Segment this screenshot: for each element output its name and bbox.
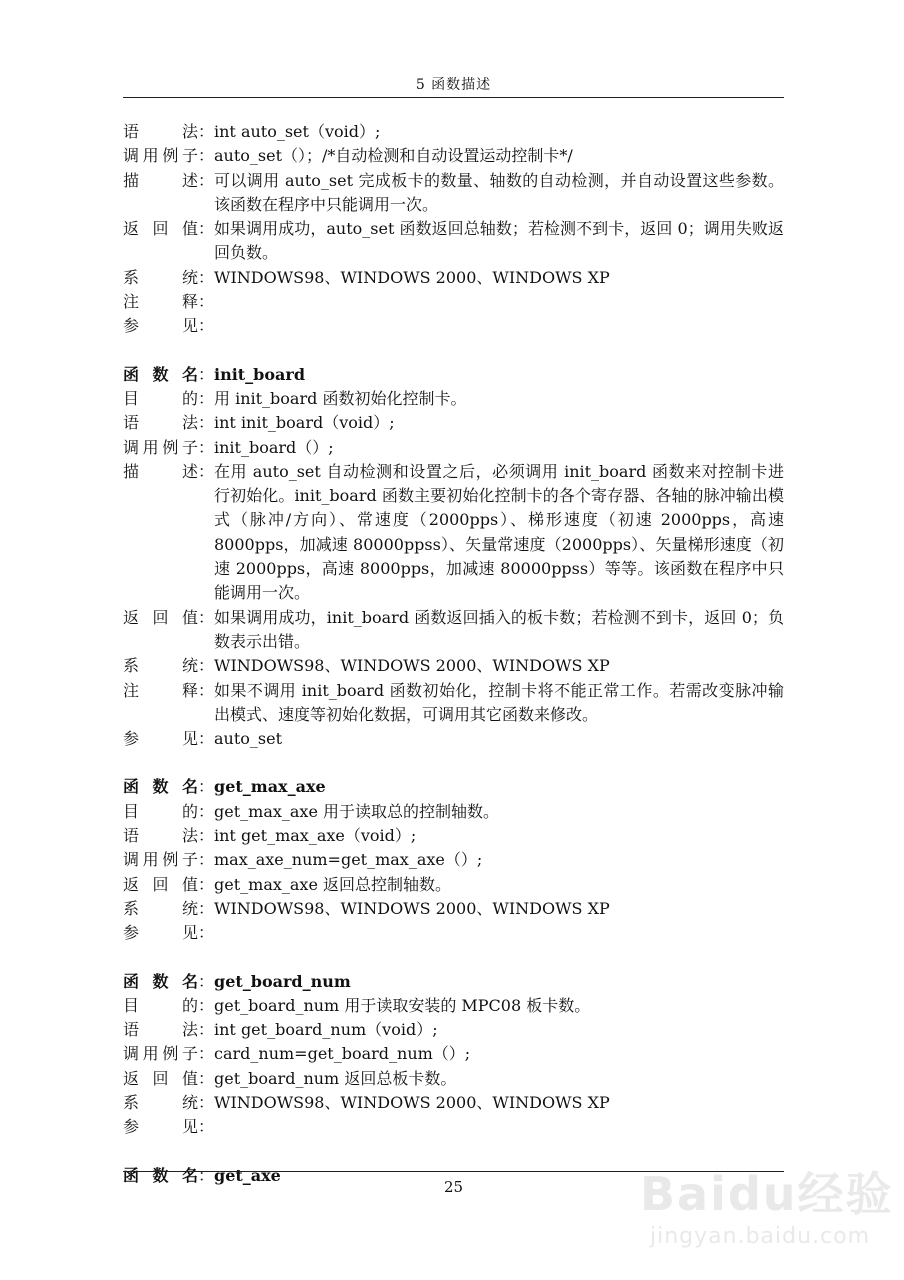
field-colon: ： [198,680,215,700]
field-entry [123,1115,784,1139]
function-reference-list [123,120,784,1188]
field-entry [123,217,784,266]
page-number: 25 [443,1178,464,1196]
field-entry [123,994,784,1018]
field-entry [123,411,784,435]
field-label: 语 法 [123,1020,198,1040]
field-value [214,314,784,338]
field-colon: ： [198,1068,215,1088]
section-gap [123,751,784,775]
field-entry [123,1067,784,1091]
field-colon: ： [198,122,215,141]
function-name-entry [123,363,784,387]
section-gap [123,946,784,970]
field-value: int auto_set（void）; [214,122,381,141]
field-entry [123,800,784,824]
field-value: 在用 auto_set 自动检测和设置之后，必须调用 init_board 函数来对控制卡进行初始化。init_board 函数主要初始化控制卡的各个寄存器、各轴的脉冲输出模式（脉冲/方向）、常速度（2000pps）、梯形速度（初速 2000pps，高速 8000pps，加减速 80000ppss）、矢量常速度（2000pps）、矢量梯形速度（初速 2000pps，高速 8000pps，加减速 80000ppss）等等。该函数在程序中只能调用一次。 [214,461,784,603]
field-colon: ： [198,874,215,894]
field-entry [123,169,784,218]
field-label: 系 统 [123,656,198,676]
field-colon: ： [198,607,215,627]
field-label: 函 数 名 [123,777,198,797]
field-label: 描 述 [123,461,198,481]
field-value: auto_set [214,729,283,749]
field-label: 目 的 [123,801,198,821]
field-label: 语 法 [123,122,198,141]
field-entry [123,314,784,338]
field-entry [123,897,784,921]
function-name: get_max_axe [214,777,326,797]
field-entry [123,606,784,655]
field-entry [123,921,784,945]
field-value: int get_board_num（void）; [214,1020,438,1040]
field-value: get_max_axe 用于读取总的控制轴数。 [214,801,499,821]
field-label: 返 回 值 [123,1068,198,1088]
field-value: max_axe_num=get_max_axe（）; [214,850,483,870]
field-colon: ： [198,219,215,239]
field-entry [123,824,784,848]
function-name: get_axe [214,1165,281,1185]
field-entry [123,387,784,411]
field-value: 如果不调用 init_board 函数初始化，控制卡将不能正常工作。若需改变脉冲输出模式、速度等初始化数据，可调用其它函数来修改。 [214,680,784,724]
field-label: 参 见 [123,729,198,749]
field-colon: ： [198,461,215,481]
field-value: card_num=get_board_num（）; [214,1044,471,1064]
field-value: 如果调用成功，init_board 函数返回插入的板卡数；若检测不到卡，返回 0；负数表示出错。 [214,607,784,651]
field-colon: ： [198,1044,215,1064]
field-colon: ： [198,292,215,312]
field-colon: ： [198,1092,215,1112]
field-label: 返 回 值 [123,219,198,239]
field-label: 调 用 例 子 [123,850,198,870]
field-colon: ： [198,850,215,870]
field-value: init_board（）; [214,437,334,457]
baidu-jingyan-watermark [640,1158,894,1268]
field-value: 可以调用 auto_set 完成板卡的数量、轴数的自动检测，并自动设置这些参数。该函数在程序中只能调用一次。 [214,170,784,214]
field-label: 系 统 [123,267,198,287]
function-name-entry [123,970,784,994]
field-colon: ： [198,437,215,457]
field-label: 函 数 名 [123,1165,198,1185]
field-label: 语 法 [123,826,198,846]
field-label: 系 统 [123,1092,198,1112]
field-colon: ： [198,971,215,991]
field-value: WINDOWS98、WINDOWS 2000、WINDOWS XP [214,656,610,676]
field-label: 描 述 [123,170,198,190]
field-colon: ： [198,923,215,943]
field-colon: ： [198,1020,215,1040]
field-entry [123,1042,784,1066]
watermark-logo: Baidu经验 [640,1167,894,1221]
field-label: 参 见 [123,923,198,943]
field-colon: ： [198,995,215,1015]
field-entry [123,848,784,872]
field-label: 注 释 [123,680,198,700]
watermark-url: jingyan.baidu.com [650,1224,871,1249]
field-entry [123,1091,784,1115]
page-header-title: 5 函数描述 [415,77,492,93]
field-entry [123,144,784,168]
field-colon: ： [198,1165,215,1185]
field-label: 调 用 例 子 [123,437,198,457]
field-label: 语 法 [123,413,198,433]
field-colon: ： [198,267,215,287]
function-name: get_board_num [214,971,351,991]
function-name-entry [123,775,784,799]
field-entry [123,290,784,314]
field-colon: ： [198,801,215,821]
field-label: 参 见 [123,1117,198,1137]
field-value [214,290,784,314]
field-value [214,921,784,945]
field-value: auto_set（）；/*自动检测和自动设置运动控制卡*/ [214,146,573,166]
field-value: WINDOWS98、WINDOWS 2000、WINDOWS XP [214,898,610,918]
field-label: 返 回 值 [123,874,198,894]
field-entry [123,727,784,751]
field-value [214,1115,784,1139]
field-colon: ： [198,777,215,797]
field-label: 目 的 [123,388,198,408]
field-entry [123,266,784,290]
field-entry [123,1018,784,1042]
field-label: 返 回 值 [123,607,198,627]
field-entry [123,654,784,678]
field-value: int get_max_axe（void）; [214,826,417,846]
field-colon: ： [198,170,215,190]
field-value: WINDOWS98、WINDOWS 2000、WINDOWS XP [214,267,610,287]
field-label: 函 数 名 [123,971,198,991]
header-rule [123,97,784,98]
field-colon: ： [198,316,215,336]
field-value: get_max_axe 返回总控制轴数。 [214,874,451,894]
field-label: 调 用 例 子 [123,1044,198,1064]
field-entry [123,679,784,728]
field-entry [123,873,784,897]
field-entry [123,120,784,144]
field-value: int init_board（void）; [214,413,395,433]
field-entry [123,436,784,460]
field-value: get_board_num 返回总板卡数。 [214,1068,457,1088]
field-label: 系 统 [123,898,198,918]
section-gap [123,339,784,363]
field-label: 调 用 例 子 [123,146,198,166]
field-colon: ： [198,1117,215,1137]
field-label: 参 见 [123,316,198,336]
field-colon: ： [198,364,215,384]
field-value: WINDOWS98、WINDOWS 2000、WINDOWS XP [214,1092,610,1112]
field-colon: ： [198,729,215,749]
field-colon: ： [198,413,215,433]
field-label: 函 数 名 [123,364,198,384]
field-colon: ： [198,146,215,166]
field-entry [123,460,784,606]
field-label: 目 的 [123,995,198,1015]
field-label: 注 释 [123,292,198,312]
field-colon: ： [198,826,215,846]
field-value: 如果调用成功，auto_set 函数返回总轴数；若检测不到卡，返回 0；调用失败返回负数。 [214,219,784,263]
field-value: 用 init_board 函数初始化控制卡。 [214,388,467,408]
field-colon: ： [198,656,215,676]
field-value: get_board_num 用于读取安装的 MPC08 板卡数。 [214,995,591,1015]
field-colon: ： [198,388,215,408]
function-name: init_board [214,364,306,384]
field-colon: ： [198,898,215,918]
